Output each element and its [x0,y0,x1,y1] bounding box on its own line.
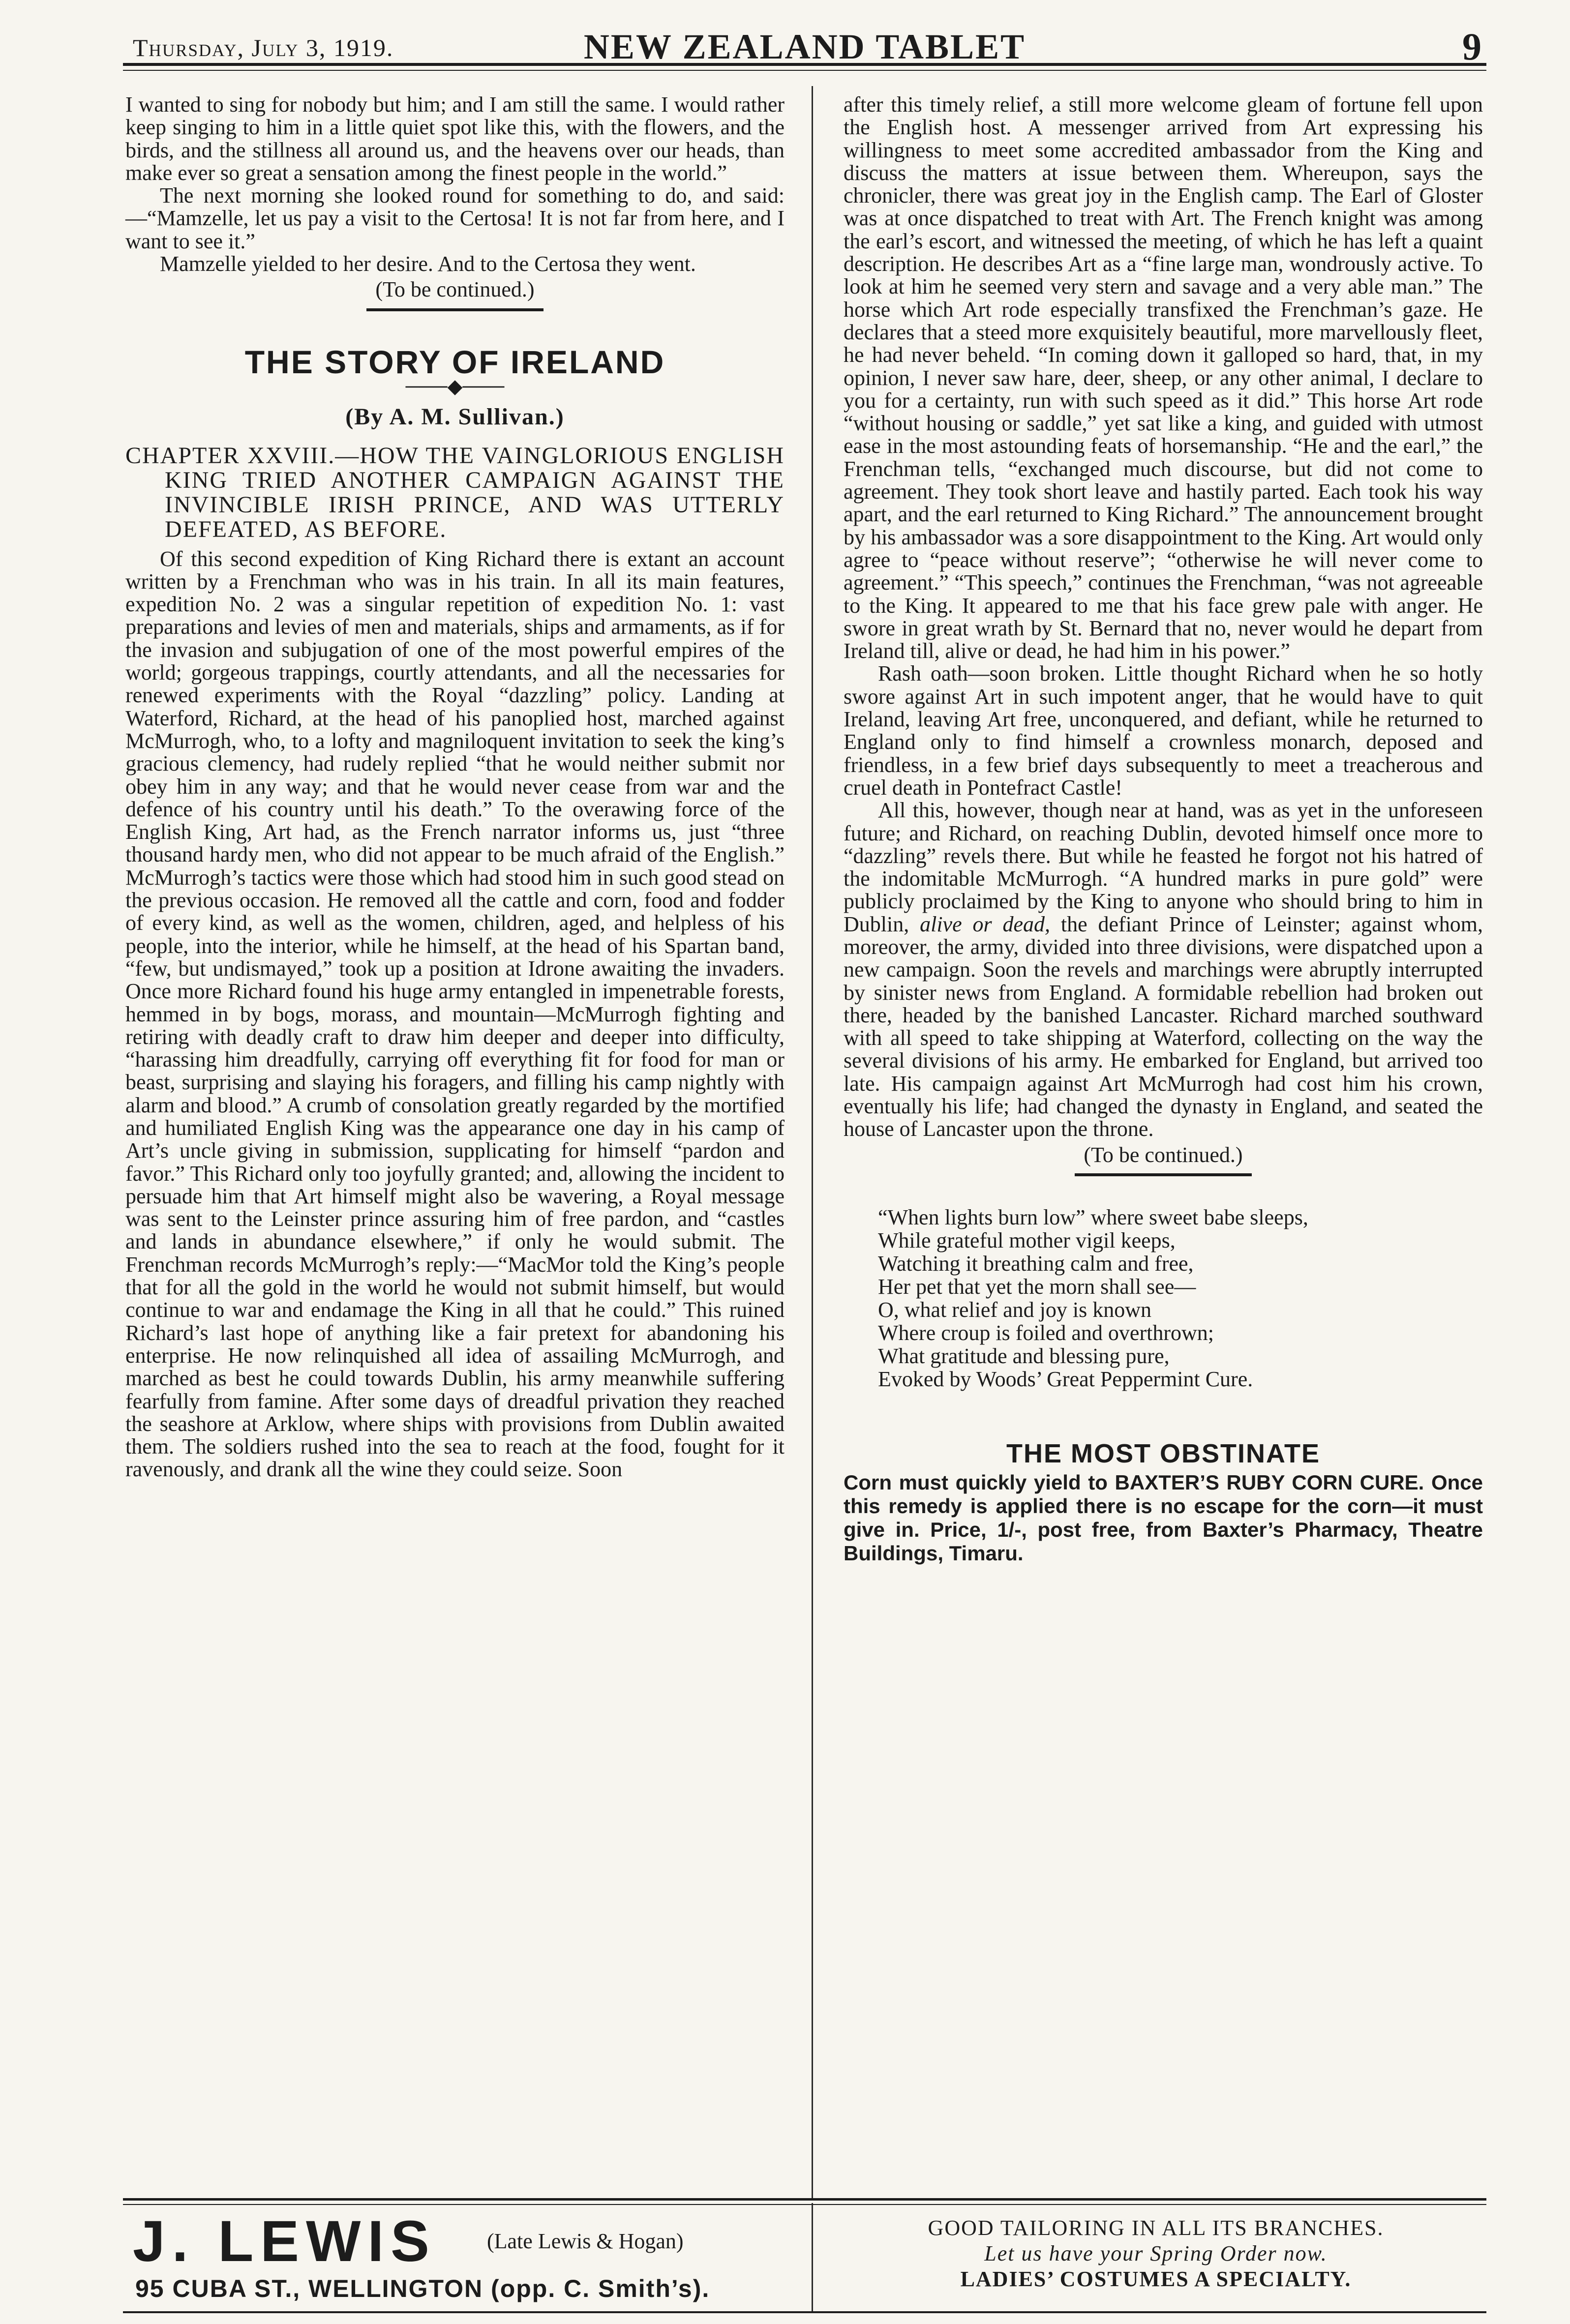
story-paragraph-final [844,799,1483,1140]
title-ornament: ───◆─── [405,375,505,397]
story-byline: (By A. M. Sullivan.) [345,404,565,430]
left-column [125,93,785,1481]
poem-line: Her pet that yet the morn shall see— [878,1274,1196,1299]
serial-paragraph-1: I wanted to sing for nobody but him; and I am still the same. I would rather keep singing to him in a little quiet spot like this, with the flowers, and the birds, and the stillness all around us, and the heavens over our heads, than make ever so great a sensation among the finest people in the world.” [125,92,785,185]
chapter-heading: CHAPTER XXVIII.—HOW THE VAINGLORIOUS ENGLISH KING TRIED ANOTHER CAMPAIGN AGAINST THE INVINCIBLE IRISH PRINCE, AND WAS UTTERLY DEFEATED, AS BEFORE. [125,442,785,542]
issue-date: Thursday, July 3, 1919. [133,34,394,61]
story-title: THE STORY OF IRELAND [244,343,665,380]
section-divider [1075,1173,1252,1176]
tailoring-line: GOOD TAILORING IN ALL ITS BRANCHES. [928,2216,1384,2240]
story-paragraph-rash-oath: Rash oath—soon broken. Little thought Richard when he so hotly swore against Art in such impotent anger, that he would have to quit Ireland, leaving Art free, unconquered, and defiant, while he returned to England only to find himself a crownless monarch, deposed and friendless, in a few brief days subsequently to meet a treacherous and cruel death in Pontefract Castle! [844,661,1483,800]
footer-rule [123,2198,1486,2201]
order-line: Let us have your Spring Order now. [984,2241,1328,2265]
footer-divider [812,2203,813,2311]
lewis-ad-name: J. LEWIS [133,2209,436,2274]
serial-to-be-continued: (To be continued.) [375,277,535,302]
lewis-ad-late: (Late Lewis & Hogan) [487,2229,684,2253]
poem-line: While grateful mother vigil keeps, [878,1228,1176,1252]
header-rule [123,63,1486,66]
costumes-line: LADIES’ COSTUMES A SPECIALTY. [960,2267,1352,2291]
para-text: All this, however, though near at hand, was as yet in the unforeseen future; and Richard, on reaching Dublin, devoted himself once more to “dazzling” revels there. But while he feasted he forgot not his hatred of the indomitable McMurrogh. “A hundred marks in pure gold” were publicly proclaimed by the King to anyone who should bring to him in Dublin, [844,798,1483,936]
poem-line: What gratitude and blessing pure, [878,1343,1170,1368]
peppermint-cure-poem [878,1206,1483,1391]
story-paragraph: Of this second expedition of King Richard there is extant an account written by a Frenchman who was in his train. In all its main features, expedition No. 2 was a singular repetition of expedition No. 1: vast preparations and levies of men and materials, ships and armaments, as if for the invasion and subjugation of one of the most powerful empires of the world; gorgeous trappings, courtly attendants, and all the necessaries for renewed experiments with the Royal “dazzling” policy. Landing at Waterford, Richard, at the head of his panoplied host, marched against McMurrogh, who, to a lofty and magniloquent invitation to seek the king’s gracious clemency, had rudely replied “that he would neither submit nor obey him in any way; and that he would never cease from war and the defence of his country until his death.” To the overawing force of the English King, Art had, as the French narrator informs us, just “three thousand hardy men, who did not appear to be much afraid of the English.” McMurrogh’s tactics were those which had stood him in such good stead on the previous occasion. He removed all the cattle and corn, food and fodder of every kind, as well as the women, children, aged, and helpless of his people, into the interior, while he himself, at the head of his Spartan band, “few, but undismayed,” took up a position at Idrone awaiting the invaders. Once more Richard found his huge army entangled in impenetrable forests, hemmed in by bogs, morass, and mountain—McMurrogh fighting and retiring with deadly craft to draw him deeper and deeper into difficulty, “harassing him dreadfully, carrying off everything fit for food for man or beast, surprising and slaying his foragers, and filling his camp nightly with alarm and blood.” A crumb of consolation greatly regarded by the mortified and humiliated English King was the appearance one day in his camp of Art’s uncle giving in submission, supplicating for himself “pardon and favor.” This Richard only too joyfully granted; and, allowing the incident to persuade him that Art himself might also be wavering, a Royal message was sent to the Leinster prince assuring him of free pardon, and “castles and lands in abundance elsewhere,” if only he would submit. The Frenchman records McMurrogh’s reply:—“MacMor told the King’s people that for all the gold in the world he would not submit himself, but would continue to war and endamage the King in all that he could.” This ruined Richard’s last hope of anything like a fair pretext for abandoning his enterprise. He now relinquished all idea of assailing McMurrogh, and marched as best he could towards Dublin, his army meanwhile suffering fearfully from famine. After some days of dreadful privation they reached the seashore at Arklow, where ships with provisions from Dublin awaited them. The soldiers rushed into the sea to reach at the food, fought for it ravenously, and drank all the wine they could seize. Soon [125,546,785,1482]
story-paragraph-cont: after this timely relief, a still more welcome gleam of fortune fell upon the English host. A messenger arrived from Art expressing his willingness to meet some accredited ambassador from the King and discuss the matters at issue between them. Whereupon, says the chronicler, there was great joy in the English camp. The Earl of Gloster was at once dispatched to treat with Art. The French knight was among the earl’s escort, and witnessed the meeting, of which he has left a quaint description. He describes Art as a “fine large man, wondrously active. To look at him he seemed very stern and savage and a very able man.” The horse which Art rode especially transfixed the Frenchman’s gaze. He declares that a steed more exquisitely beautiful, more marvellously fleet, he had never beheld. “In coming down it galloped so hard, that, in my opinion, I never saw hare, deer, sheep, or any other animal, I declare to you for a certainty, run with such speed as it did.” This horse Art rode “without housing or saddle,” yet sat like a king, and guided with utmost ease in the most astounding feats of horsemanship. “He and the earl,” the Frenchman tells, “exchanged much discourse, but did not come to agreement. They took short leave and hastily parted. Each took his way apart, and the earl returned to King Richard.” The announcement brought by his ambassador was a sore disappointment to the King. Art would only agree to “peace without reserve”; “otherwise he will never come to agreement.” “This speech,” continues the Frenchman, “was not agreeable to the King. It appeared to me that his face grew pale with anger. He swore in great wrath by St. Bernard that no, never would he depart from Ireland till, alive or dead, he had him in his power.” [844,92,1483,663]
lewis-ad-address: 95 CUBA ST., WELLINGTON (opp. C. Smith’s). [135,2275,710,2302]
serial-paragraph-2: The next morning she looked round for something to do, and said:—“Mamzelle, let us pay a visit to the Certosa! It is not far from here, and I want to see it.” [125,183,785,253]
section-divider [366,308,543,311]
poem-line: “When lights burn low” where sweet babe sleeps, [878,1205,1308,1229]
poem-line: O, what relief and joy is known [878,1297,1151,1322]
page-number: 9 [1462,25,1481,68]
poem-line: Evoked by Woods’ Great Peppermint Cure. [878,1367,1253,1391]
corn-cure-ad-title: THE MOST OBSTINATE [1006,1438,1320,1468]
header-rule-thin [123,70,1486,71]
serial-paragraph-3: Mamzelle yielded to her desire. And to the Certosa they went. [160,252,696,276]
corn-cure-ad-text: Corn must quickly yield to BAXTER’S RUBY CORN CURE. Once this remedy is applied there is no escape for the corn—it must give in. Price, 1/-, post free, from Baxter’s Pharmacy, Theatre Buildings, Timaru. [844,1471,1483,1565]
story-to-be-continued: (To be continued.) [1084,1142,1243,1167]
para-italic: alive or dead, [920,912,1050,936]
poem-line: Where croup is foiled and overthrown; [878,1320,1214,1345]
column-divider [812,86,813,2198]
para-text: the defiant Prince of Leinster; against whom, moreover, the army, divided into three divisions, were dispatched upon a new campaign. Soon the revels and marchings were abruptly interrupted by sinister news from England. A formidable rebellion had broken out there, headed by the banished Lancaster. Richard marched southward with all speed to take shipping at Waterford, collecting on the way the several divisions of his army. He embarked for England, but arrived too late. His campaign against Art McMurrogh had cost him his crown, eventually his life; had changed the dynasty in England, and seated the house of Lancaster upon the throne. [844,912,1483,1141]
footer-rule-thin [123,2204,1486,2205]
poem-line: Watching it breathing calm and free, [878,1251,1194,1276]
right-column [844,93,1483,1565]
tailoring-ad [836,2215,1476,2292]
publication-title: NEW ZEALAND TABLET [583,27,1026,66]
footer-bottom-rule [123,2311,1486,2313]
